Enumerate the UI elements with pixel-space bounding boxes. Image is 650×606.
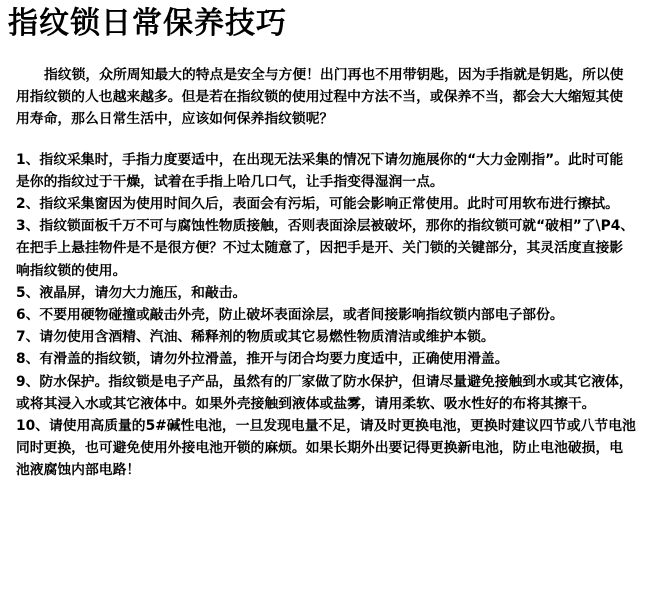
tip-item-9: 9、防水保护。指纹锁是电子产品，虽然有的厂家做了防水保护，但请尽量避免接触到水或其它液体，或将其浸入水或其它液体中。如果外壳接触到液体或盐雾，请用柔软、吸水性好的布将其擦干。 — [16, 373, 633, 412]
tip-item-2: 2、指纹采集窗因为使用时间久后，表面会有污垢，可能会影响正常使用。此时可用软布进行擦拭。 — [16, 196, 619, 213]
tip-item-7: 7、请勿使用含酒精、汽油、稀释剂的物质或其它易燃性物质清洁或维护本锁。 — [16, 329, 495, 346]
tip-item-5: 5、液晶屏，请勿大力施压，和敲击。 — [16, 284, 247, 301]
intro-paragraph: 指纹锁，众所周知最大的特点是安全与方便！出门再也不用带钥匙，因为手指就是钥匙，所以使用指纹锁的人也越来越多。但是若在指纹锁的使用过程中方法不当，或保养不当，都会大大缩短其使用寿命，那么日常生活中，应该如何保养指纹锁呢？ — [16, 67, 624, 128]
tip-item-10: 10、请使用高质量的5#碱性电池，一旦发现电量不足，请及时更换电池，更换时建议四节或八节电池同时更换，也可避免使用外接电池开锁的麻烦。如果长期外出要记得更换新电池，防止电池破损，电池液腐蚀内部电路！ — [16, 418, 636, 479]
tip-item-6: 6、不要用硬物碰撞或敲击外壳，防止破坏表面涂层，或者间接影响指纹锁内部电子部份。 — [16, 307, 564, 324]
tip-item-8: 8、有滑盖的指纹锁，请勿外拉滑盖，推开与闭合均要力度适中，正确使用滑盖。 — [16, 351, 509, 368]
tip-item-3-4: 3、指纹锁面板千万不可与腐蚀性物质接触，否则表面涂层被破坏，那你的指纹锁可就“破相”了\P4、在把手上悬挂物件是不是很方便？不过太随意了，因把手是开、关门锁的关键部分，其灵活度直接影响指纹锁的使用。 — [16, 218, 635, 279]
article-body — [16, 64, 636, 482]
page-title: 指纹锁日常保养技巧 — [8, 6, 287, 41]
tip-item-1: 1、指纹采集时，手指力度要适中，在出现无法采集的情况下请勿施展你的“大力金刚指”。此时可能是你的指纹过于干燥，试着在手指上哈几口气，让手指变得湿润一点。 — [16, 151, 624, 190]
